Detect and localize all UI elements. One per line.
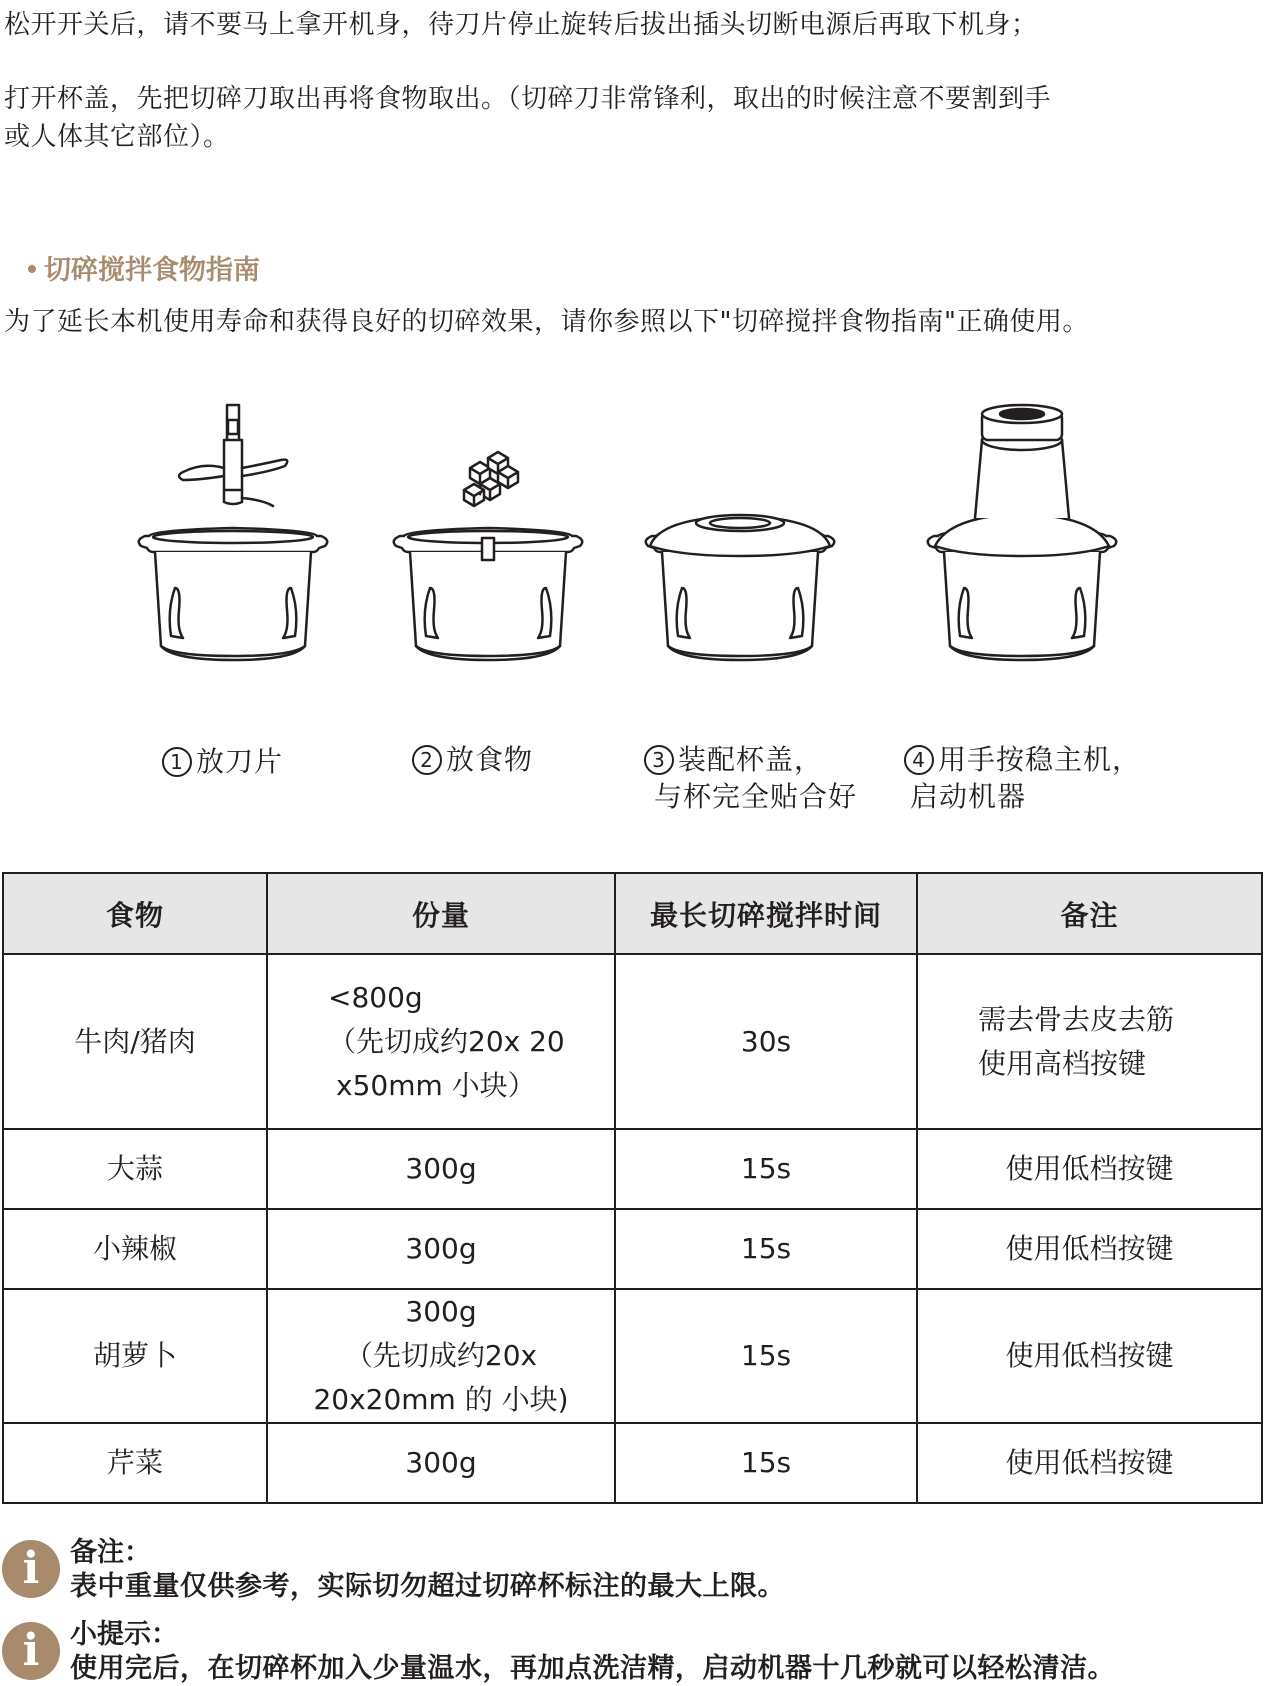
amount-line: x50mm 小块） [336,1068,536,1102]
amount-cell: 300g [267,1209,615,1289]
food-cell: 芹菜 [3,1423,267,1503]
table-row [3,1423,1262,1503]
note-cell: 使用低档按键 [917,1423,1262,1503]
table-header-row [3,873,1262,954]
instruction-paragraph-2-line-2: 或人体其它部位）。 [4,122,230,152]
instruction-paragraph-1: 松开开关后，请不要马上拿开机身，待刀片停止旋转后拔出插头切断电源后再取下机身； [4,10,1038,40]
step-1-caption [162,743,283,780]
remark-title: 备注： [70,1537,151,1568]
tip-title: 小提示： [70,1619,178,1650]
step-number: 2 [412,745,442,775]
info-icon: i [2,1540,60,1598]
time-cell: 15s [615,1129,917,1209]
header-food: 食物 [3,873,267,954]
table-row [3,1209,1262,1289]
table-row [3,1129,1262,1209]
step-label: 放食物 [446,743,534,776]
note-line: 需去骨去皮去筋 [978,1002,1175,1036]
amount-line: 300g [405,1295,477,1328]
amount-line: 20x20mm 的 小块) [313,1383,569,1416]
step-2-food-cubes-icon [464,452,518,506]
note-cell [917,954,1262,1129]
step-label: 放刀片 [196,745,284,778]
food-cell: 小辣椒 [3,1209,267,1289]
step-number: 4 [904,745,934,775]
table-row [3,1289,1262,1423]
note-line: 使用高档按键 [978,1046,1147,1080]
assembly-steps-illustration [0,410,1265,720]
food-cell: 胡萝卜 [3,1289,267,1423]
step-4-motor-unit-icon [935,405,1109,556]
step-1-blade-icon [179,405,287,506]
step-label: 装配杯盖， [678,743,824,776]
tip-text: 使用完后，在切碎杯加入少量温水，再加点洗洁精，启动机器十几秒就可以轻松清洁。 [70,1653,1115,1684]
step-3-lid-icon [650,515,830,556]
amount-cell: 300g [267,1129,615,1209]
amount-cell: 300g [267,1423,615,1503]
step-label-line-2: 与杯完全贴合好 [654,780,858,813]
step-number: 3 [644,745,674,775]
time-cell: 15s [615,1289,917,1423]
step-number: 1 [162,747,192,777]
note-cell: 使用低档按键 [917,1289,1262,1423]
table-row [3,954,1262,1129]
step-label-line-2: 启动机器 [910,780,1027,813]
step-3-caption [644,741,857,815]
remark-text: 表中重量仅供参考，实际切勿超过切碎杯标注的最大上限。 [70,1571,785,1602]
amount-line: <800g [328,980,423,1014]
time-cell: 15s [615,1423,917,1503]
amount-cell [267,1289,615,1423]
info-icon: i [2,1622,60,1680]
step-label: 用手按稳主机， [938,743,1142,776]
step-2-caption [412,741,533,778]
amount-line: （先切成约20x 20 [328,1024,565,1058]
bullet-dot-icon [28,265,36,273]
header-remarks: 备注 [917,873,1262,954]
amount-cell [267,954,615,1129]
section-intro: 为了延长本机使用寿命和获得良好的切碎效果，请你参照以下"切碎搅拌食物指南"正确使用。 [4,307,1089,337]
food-cell: 大蒜 [3,1129,267,1209]
note-cell: 使用低档按键 [917,1209,1262,1289]
header-amount: 份量 [267,873,615,954]
food-guide-table [2,872,1263,1504]
section-heading-text: 切碎搅拌食物指南 [44,255,260,286]
time-cell: 15s [615,1209,917,1289]
note-cell: 使用低档按键 [917,1129,1262,1209]
time-cell: 30s [615,954,917,1129]
header-max-time: 最长切碎搅拌时间 [615,873,917,954]
section-heading [28,248,260,287]
amount-line: （先切成约20x [344,1339,538,1372]
food-cell: 牛肉/猪肉 [3,954,267,1129]
instruction-paragraph-2-line-1: 打开杯盖，先把切碎刀取出再将食物取出。（切碎刀非常锋利，取出的时候注意不要割到手 [4,84,1052,114]
step-4-caption [904,741,1141,815]
